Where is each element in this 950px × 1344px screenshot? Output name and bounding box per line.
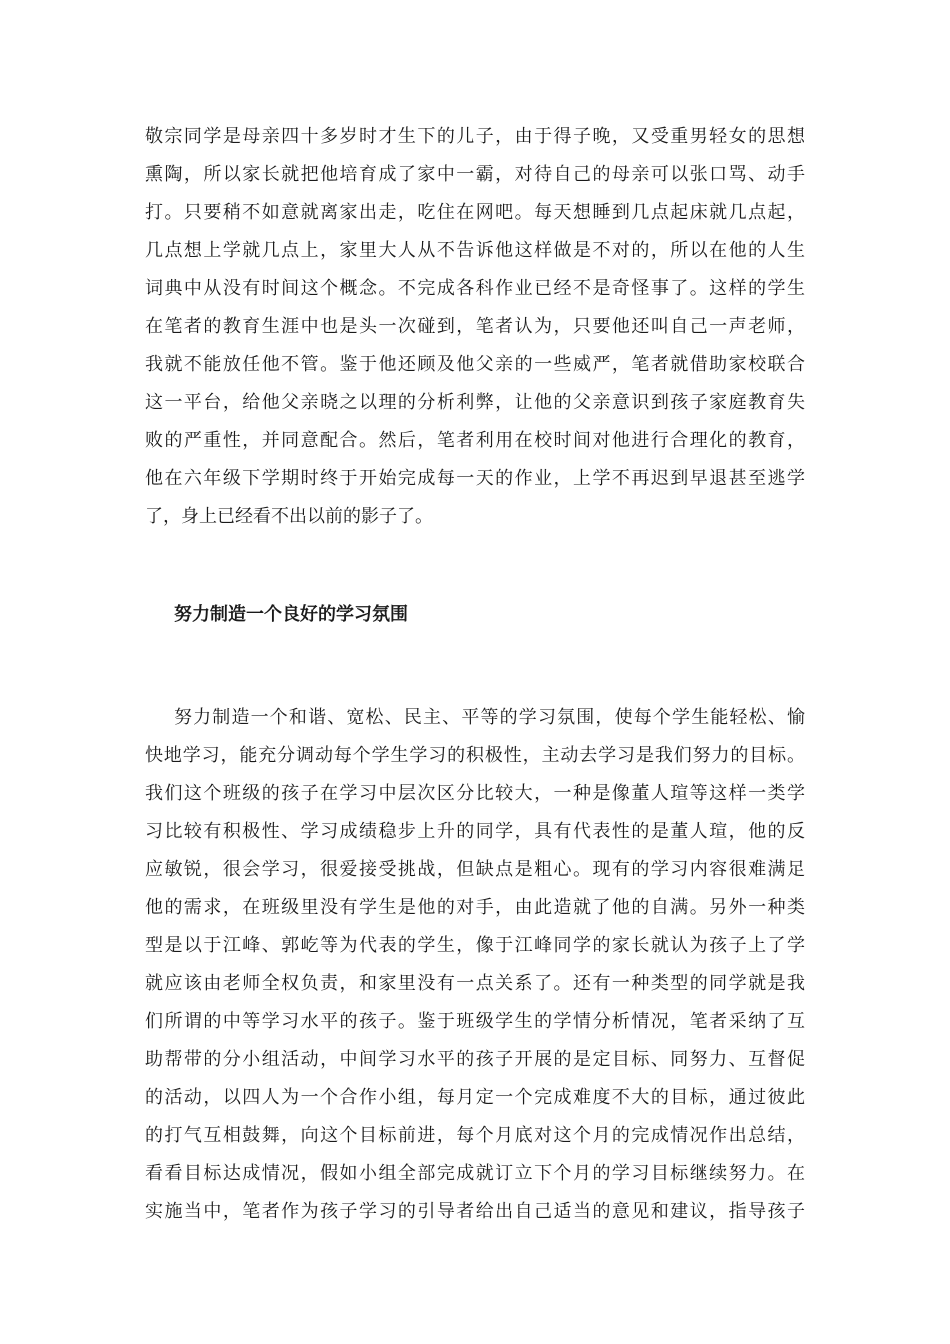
paragraph-1-line: 了，身上已经看不出以前的影子了。 bbox=[145, 506, 433, 527]
paragraph-1-line: 熏陶，所以家长就把他培育成了家中一霸，对待自己的母亲可以张口骂、动手 bbox=[145, 164, 805, 185]
paragraph-1-line: 在笔者的教育生涯中也是头一次碰到，笔者认为，只要他还叫自己一声老师， bbox=[145, 316, 805, 337]
paragraph-1-line: 败的严重性，并同意配合。然后，笔者利用在校时间对他进行合理化的教育， bbox=[145, 430, 805, 451]
paragraph-2-line: 应敏锐，很会学习，很爱接受挑战，但缺点是粗心。现有的学习内容很难满足 bbox=[145, 859, 805, 880]
paragraph-1-line: 这一平台，给他父亲晓之以理的分析利弊，让他的父亲意识到孩子家庭教育失 bbox=[145, 392, 805, 413]
paragraph-2-line: 我们这个班级的孩子在学习中层次区分比较大，一种是像董人瑄等这样一类学 bbox=[145, 783, 805, 804]
paragraph-2-line: 快地学习，能充分调动每个学生学习的积极性，主动去学习是我们努力的目标。 bbox=[145, 745, 805, 766]
paragraph-2-line: 的打气互相鼓舞，向这个目标前进，每个月底对这个月的完成情况作出总结， bbox=[145, 1125, 805, 1146]
paragraph-2-line: 努力制造一个和谐、宽松、民主、平等的学习氛围，使每个学生能轻松、愉 bbox=[174, 707, 805, 728]
paragraph-2-line: 助帮带的分小组活动，中间学习水平的孩子开展的是定目标、同努力、互督促 bbox=[145, 1049, 805, 1070]
paragraph-2-line: 就应该由老师全权负责，和家里没有一点关系了。还有一种类型的同学就是我 bbox=[145, 973, 805, 994]
paragraph-1-line: 我就不能放任他不管。鉴于他还顾及他父亲的一些威严，笔者就借助家校联合 bbox=[145, 354, 805, 375]
section-heading: 努力制造一个良好的学习氛围 bbox=[174, 604, 408, 625]
paragraph-1-line: 他在六年级下学期时终于开始完成每一天的作业，上学不再迟到早退甚至逃学 bbox=[145, 468, 805, 489]
paragraph-1-line: 词典中从没有时间这个概念。不完成各科作业已经不是奇怪事了。这样的学生 bbox=[145, 278, 805, 299]
paragraph-2-line: 型是以于江峰、郭屹等为代表的学生，像于江峰同学的家长就认为孩子上了学 bbox=[145, 935, 805, 956]
paragraph-2-line: 的活动，以四人为一个合作小组，每月定一个完成难度不大的目标，通过彼此 bbox=[145, 1087, 805, 1108]
paragraph-2-line: 们所谓的中等学习水平的孩子。鉴于班级学生的学情分析情况，笔者采纳了互 bbox=[145, 1011, 805, 1032]
paragraph-1-line: 几点想上学就几点上，家里大人从不告诉他这样做是不对的，所以在他的人生 bbox=[145, 240, 805, 261]
paragraph-1-line: 打。只要稍不如意就离家出走，吃住在网吧。每天想睡到几点起床就几点起， bbox=[145, 202, 805, 223]
paragraph-2-line: 实施当中，笔者作为孩子学习的引导者给出自己适当的意见和建议，指导孩子 bbox=[145, 1201, 805, 1222]
paragraph-2-line: 看看目标达成情况，假如小组全部完成就订立下个月的学习目标继续努力。在 bbox=[145, 1163, 805, 1184]
paragraph-2-line: 习比较有积极性、学习成绩稳步上升的同学，具有代表性的是董人瑄，他的反 bbox=[145, 821, 805, 842]
paragraph-2-line: 他的需求，在班级里没有学生是他的对手，由此造就了他的自满。另外一种类 bbox=[145, 897, 805, 918]
paragraph-1-line: 敬宗同学是母亲四十多岁时才生下的儿子，由于得子晚，又受重男轻女的思想 bbox=[145, 126, 805, 147]
